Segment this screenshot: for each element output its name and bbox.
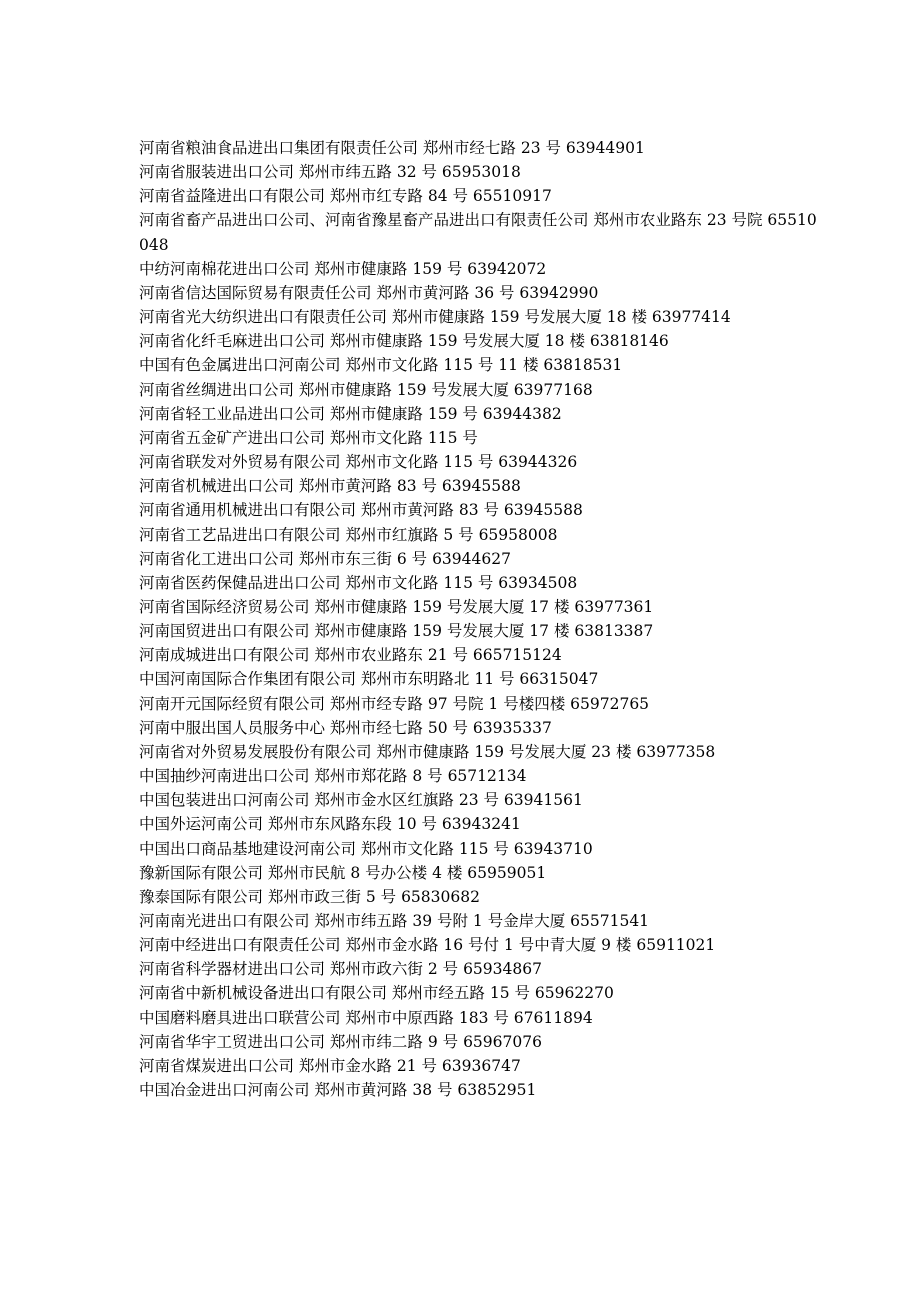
list-item: 河南省服装进出口公司 郑州市纬五路 32 号 65953018	[139, 163, 521, 182]
list-item: 中纺河南棉花进出口公司 郑州市健康路 159 号 63942072	[139, 259, 547, 278]
list-item: 河南省华宇工贸进出口公司 郑州市纬二路 9 号 65967076	[139, 1032, 542, 1051]
list-item: 豫新国际有限公司 郑州市民航 8 号办公楼 4 楼 65959051	[139, 863, 547, 882]
list-item: 河南中经进出口有限责任公司 郑州市金水路 16 号付 1 号中青大厦 9 楼 65911021	[139, 936, 716, 955]
list-item: 河南成城进出口有限公司 郑州市农业路东 21 号 665715124	[139, 646, 562, 665]
list-item: 中国磨料磨具进出口联营公司 郑州市中原西路 183 号 67611894	[139, 1008, 593, 1027]
list-item: 河南省中新机械设备进出口有限公司 郑州市经五路 15 号 65962270	[139, 984, 614, 1003]
list-item: 河南省医药保健品进出口公司 郑州市文化路 115 号 63934508	[139, 573, 578, 592]
list-item: 河南省机械进出口公司 郑州市黄河路 83 号 63945588	[139, 477, 521, 496]
list-item: 中国河南国际合作集团有限公司 郑州市东明路北 11 号 66315047	[139, 670, 599, 689]
list-item: 河南省益隆进出口有限公司 郑州市红专路 84 号 65510917	[139, 187, 552, 206]
list-item: 河南省化工进出口公司 郑州市东三街 6 号 63944627	[139, 549, 511, 568]
list-item: 河南省对外贸易发展股份有限公司 郑州市健康路 159 号发展大厦 23 楼 63977358	[139, 742, 716, 761]
list-item: 河南省通用机械进出口有限公司 郑州市黄河路 83 号 63945588	[139, 501, 583, 520]
list-item: 中国抽纱河南进出口公司 郑州市郑花路 8 号 65712134	[139, 767, 527, 786]
list-item: 河南国贸进出口有限公司 郑州市健康路 159 号发展大厦 17 楼 63813387	[139, 622, 654, 641]
list-item: 河南中服出国人员服务中心 郑州市经七路 50 号 63935337	[139, 718, 552, 737]
list-item: 河南省国际经济贸易公司 郑州市健康路 159 号发展大厦 17 楼 63977361	[139, 597, 654, 616]
list-item: 河南省信达国际贸易有限责任公司 郑州市黄河路 36 号 63942990	[139, 283, 599, 302]
list-item: 河南省化纤毛麻进出口公司 郑州市健康路 159 号发展大厦 18 楼 63818146	[139, 332, 669, 351]
list-item: 河南开元国际经贸有限公司 郑州市经专路 97 号院 1 号楼四楼 65972765	[139, 694, 650, 713]
list-item: 河南省联发对外贸易有限公司 郑州市文化路 115 号 63944326	[139, 453, 578, 472]
list-item: 河南省工艺品进出口有限公司 郑州市红旗路 5 号 65958008	[139, 525, 558, 544]
list-item: 河南省轻工业品进出口公司 郑州市健康路 159 号 63944382	[139, 404, 562, 423]
list-item: 中国出口商品基地建设河南公司 郑州市文化路 115 号 63943710	[139, 839, 593, 858]
list-item: 河南省科学器材进出口公司 郑州市政六街 2 号 65934867	[139, 960, 542, 979]
list-item: 中国冶金进出口河南公司 郑州市黄河路 38 号 63852951	[139, 1081, 537, 1100]
list-item: 中国外运河南公司 郑州市东风路东段 10 号 63943241	[139, 815, 521, 834]
list-item: 河南南光进出口有限公司 郑州市纬五路 39 号附 1 号金岸大厦 65571541	[139, 912, 650, 930]
list-item: 河南省五金矿产进出口公司 郑州市文化路 115 号	[139, 428, 478, 447]
company-directory	[139, 136, 819, 1102]
list-item: 河南省光大纺织进出口有限责任公司 郑州市健康路 159 号发展大厦 18 楼 63977414	[139, 308, 731, 327]
list-item: 河南省畜产品进出口公司、河南省豫星畜产品进出口有限责任公司 郑州市农业路东 23 号院 65510048	[139, 211, 817, 254]
list-item: 河南省粮油食品进出口集团有限责任公司 郑州市经七路 23 号 63944901	[139, 139, 645, 157]
list-item: 河南省煤炭进出口公司 郑州市金水路 21 号 63936747	[139, 1056, 521, 1075]
list-item: 中国有色金属进出口河南公司 郑州市文化路 115 号 11 楼 63818531	[139, 356, 623, 375]
list-item: 豫泰国际有限公司 郑州市政三街 5 号 65830682	[139, 887, 480, 906]
list-item: 中国包装进出口河南公司 郑州市金水区红旗路 23 号 63941561	[139, 791, 583, 810]
list-item: 河南省丝绸进出口公司 郑州市健康路 159 号发展大厦 63977168	[139, 380, 593, 399]
